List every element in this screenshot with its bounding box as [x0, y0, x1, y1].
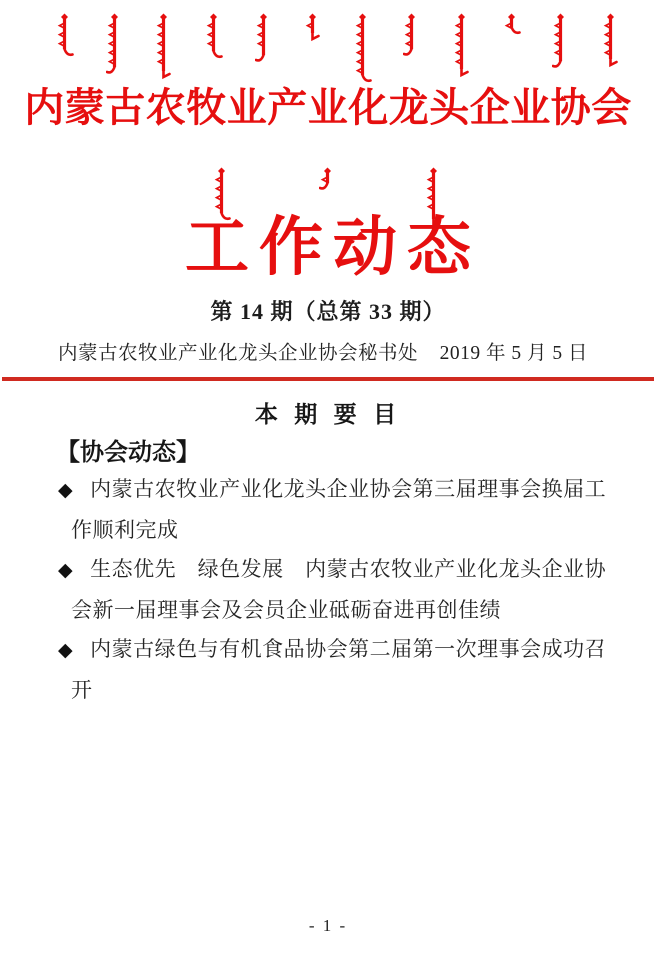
toc-item-text: 作顺利完成: [71, 517, 179, 542]
diamond-bullet-icon: ◆: [58, 480, 74, 501]
toc-item: [58, 630, 618, 710]
mongolian-word-icon: [56, 12, 74, 58]
mongolian-word-icon: [319, 166, 337, 192]
mongolian-word-icon: [354, 12, 372, 84]
mongolian-word-icon: [255, 12, 273, 64]
category-heading: 【协会动态】: [56, 439, 200, 466]
toc-item-text: 内蒙古绿色与有机食品协会第二届第一次理事会成功召: [90, 637, 607, 661]
contents-section-title: 本 期 要 目: [254, 401, 402, 427]
red-divider-line: [2, 377, 654, 381]
toc-item-text: 内蒙古农牧业产业化龙头企业协会第三届理事会换届工: [90, 477, 607, 501]
mongolian-word-icon: [552, 12, 570, 70]
mongolian-word-icon: [205, 12, 223, 60]
diamond-bullet-icon: ◆: [58, 640, 74, 661]
bulletin-title: 工作动态: [185, 212, 481, 283]
page-number: - 1 -: [308, 916, 348, 935]
publish-date: 2019 年 5 月 5 日: [439, 343, 588, 364]
mongolian-word-icon: [304, 12, 322, 42]
table-of-contents: [58, 470, 618, 710]
mongolian-word-icon: [602, 12, 620, 68]
toc-item-text: 生态优先 绿色发展 内蒙古农牧业产业化龙头企业协: [90, 557, 607, 581]
toc-item-text: 会新一届理事会及会员企业砥砺奋进再创佳绩: [71, 597, 501, 622]
mongolian-word-icon: [403, 12, 421, 58]
toc-item-text: 开: [71, 677, 93, 702]
toc-item: [58, 550, 618, 630]
association-name-title: 内蒙古农牧业产业化龙头企业协会: [24, 85, 632, 130]
mongolian-word-icon: [155, 12, 173, 80]
toc-item: [58, 470, 618, 550]
mongolian-word-icon: [503, 12, 521, 36]
publisher-name: 内蒙古农牧业产业化龙头企业协会秘书处: [58, 343, 419, 364]
issue-number: 第 14 期（总第 33 期）: [210, 299, 446, 324]
mongolian-word-icon: [106, 12, 124, 76]
mongolian-script-top: [56, 12, 620, 88]
mongolian-word-icon: [453, 12, 471, 78]
publication-info-line: [58, 337, 588, 365]
diamond-bullet-icon: ◆: [58, 560, 74, 581]
